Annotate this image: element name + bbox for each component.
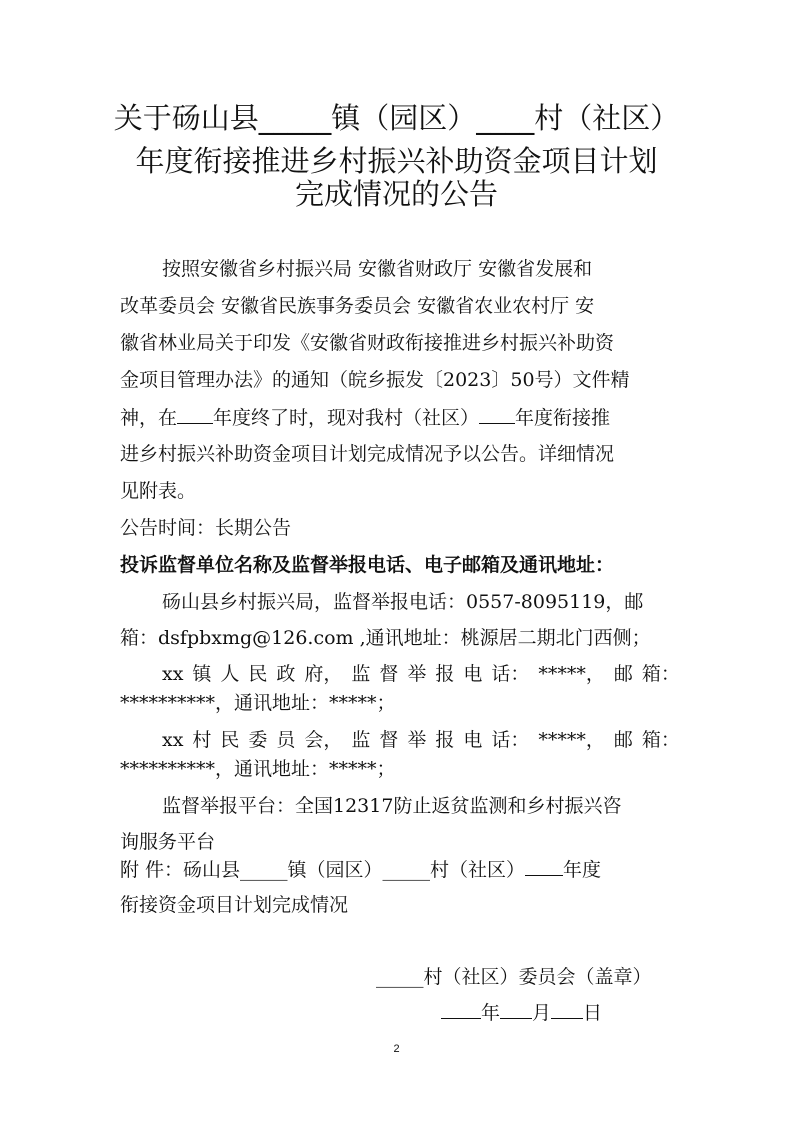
word: 民 [248, 663, 268, 685]
word: 箱： [641, 663, 680, 685]
blank-year-underline [177, 405, 213, 424]
blank-year-underline [479, 405, 515, 424]
blank-month-underline [500, 1000, 532, 1019]
word: 督 [379, 729, 399, 751]
word: 村 [192, 729, 212, 751]
paragraph-line: 进乡村振兴补助资金项目计划完成情况予以公告。详细情况 [120, 443, 615, 465]
attachment [120, 857, 680, 882]
word: 话： [491, 663, 530, 685]
complaint-town [162, 662, 680, 686]
word: 督 [379, 663, 399, 685]
word: 报 [435, 663, 455, 685]
date-month-label: 月 [532, 1002, 552, 1024]
word: 举 [407, 663, 427, 685]
paragraph-line: 金项目管理办法》的通知（皖乡振发〔2023〕50号）文件精 [120, 369, 630, 391]
word: 邮 [613, 663, 633, 685]
word: 电 [463, 729, 483, 751]
complaint-county: 砀山县乡村振兴局，监督举报电话：0557-8095119，邮 [162, 591, 644, 613]
blank-year-underline [525, 857, 563, 876]
paragraph-line: 徽省林业局关于印发《安徽省财政衔接推进乡村振兴补助资 [120, 332, 615, 354]
page-number: 2 [393, 1043, 400, 1055]
word: 箱： [641, 729, 680, 751]
paragraph-line: 改革委员会 安徽省民族事务委员会 安徽省农业农村厅 安 [120, 295, 595, 317]
attachment-text: 附 件：砀山县_____镇（园区）_____村（社区） [120, 859, 526, 881]
word: 举 [407, 729, 427, 751]
signature-committee: _____村（社区）委员会（盖章） [376, 966, 652, 988]
paragraph-line: 按照安徽省乡村振兴局 安徽省财政厅 安徽省发展和 [162, 258, 593, 280]
word: 监 [351, 663, 371, 685]
notice-title-line-2: 年度衔接推进乡村振兴补助资金项目计划 [135, 144, 658, 178]
blank-day-underline [551, 1000, 583, 1019]
complaint-village: **********，通讯地址：*****； [120, 758, 396, 780]
word: *****， [538, 663, 605, 685]
paragraph-text: 神，在 [120, 407, 178, 429]
date-day-label: 日 [583, 1002, 603, 1024]
paragraph-text: 年度衔接推 [515, 407, 611, 429]
word: xx [162, 663, 184, 685]
paragraph-line: 见附表。 [120, 480, 197, 502]
attachment-text: 年度 [563, 859, 602, 881]
date-year-label: 年 [481, 1002, 501, 1024]
notice-title-line-3: 完成情况的公告 [294, 177, 498, 211]
word: 邮 [613, 729, 633, 751]
word: 府， [304, 663, 343, 685]
complaint-village [162, 728, 680, 752]
word: xx [162, 729, 184, 751]
notice-title-line-1: 关于砀山县_____镇（园区）____村（社区） [113, 101, 680, 135]
notice-time: 公告时间：长期公告 [120, 517, 292, 539]
word: 电 [463, 663, 483, 685]
complaint-header: 投诉监督单位名称及监督举报电话、电子邮箱及通讯地址： [120, 554, 615, 576]
paragraph-text: 年度终了时，现对我村（社区） [213, 407, 480, 429]
word: 会， [304, 729, 343, 751]
attachment: 衔接资金项目计划完成情况 [120, 894, 349, 916]
complaint-town: **********，通讯地址：*****； [120, 692, 396, 714]
word: 民 [220, 729, 240, 751]
report-platform: 监督举报平台：全国12317防止返贫监测和乡村振兴咨 [162, 795, 622, 817]
word: 报 [435, 729, 455, 751]
word: 委 [248, 729, 268, 751]
word: *****， [538, 729, 605, 751]
paragraph-line [120, 405, 680, 430]
word: 员 [276, 729, 296, 751]
report-platform: 询服务平台 [120, 831, 216, 853]
signature-date [441, 1000, 681, 1025]
word: 政 [276, 663, 296, 685]
word: 话： [491, 729, 530, 751]
word: 镇 [192, 663, 212, 685]
word: 人 [220, 663, 240, 685]
blank-year-underline [441, 1000, 481, 1019]
complaint-county: 箱：dsfpbxmg@126.com ,通讯地址：桃源居二期北门西侧； [120, 627, 651, 649]
word: 监 [351, 729, 371, 751]
